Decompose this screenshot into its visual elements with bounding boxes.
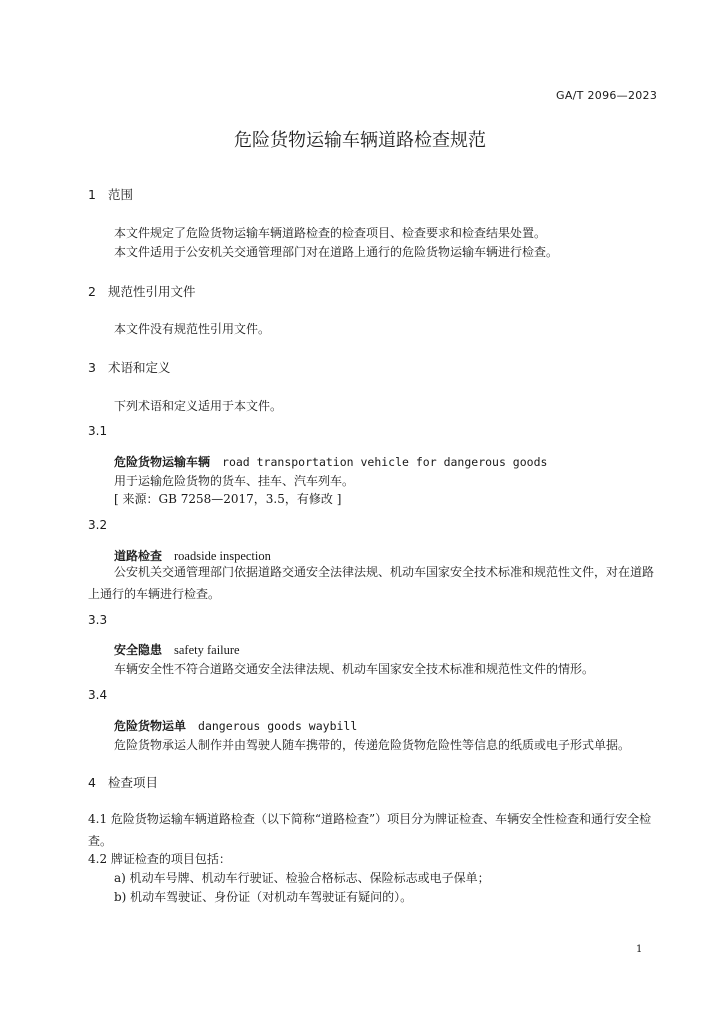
term-zh: 安全隐患 [114,643,163,657]
term-en: dangerous goods waybill [198,719,358,733]
clause-4-2: 4.2 牌证检查的项目包括： [88,852,231,866]
section-title: 术语和定义 [108,360,171,375]
term-en: roadside inspection [174,549,271,563]
term-zh: 危险货物运单 [114,719,187,733]
term-entry [114,717,357,734]
term-en: safety failure [174,643,240,657]
section-1-heading [88,185,133,203]
paragraph: 本文件规定了危险货物运输车辆道路检查的检查项目、检查要求和检查结果处置。 [114,226,547,240]
clause-4-1: 4.1 危险货物运输车辆道路检查（以下简称“道路检查”）项目分为牌证检查、车辆安全性检查和通行安全检查。 [88,812,652,848]
section-title: 规范性引用文件 [108,284,196,299]
term-entry [114,453,547,470]
section-number: 2 [88,284,96,299]
term-definition: 危险货物承运人制作并由驾驶人随车携带的，传递危险货物危险性等信息的纸质或电子形式单据。 [114,738,631,752]
list-item: b) 机动车驾驶证、身份证（对机动车驾驶证有疑问的）。 [114,890,413,904]
section-number: 4 [88,775,96,790]
document-title: 危险货物运输车辆道路检查规范 [234,130,486,151]
term-en: road transportation vehicle for dangerous goods [222,455,548,469]
list-item: a) 机动车号牌、机动车行驶证、检验合格标志、保险标志或电子保单； [114,871,490,885]
paragraph: 本文件适用于公安机关交通管理部门对在道路上通行的危险货物运输车辆进行检查。 [114,245,559,259]
section-number: 1 [88,187,96,202]
term-definition: 公安机关交通管理部门依据道路交通安全法律法规、机动车国家安全技术标准和规范性文件，对在道路上通行的车辆进行检查。 [88,565,655,601]
term-number: 3.1 [88,424,108,438]
term-zh: 道路检查 [114,549,163,563]
section-title: 范围 [108,187,134,202]
term-definition: 车辆安全性不符合道路交通安全法律法规、机动车国家安全技术标准和规范性文件的情形。 [114,662,595,676]
section-2-heading [88,282,196,300]
page-number: 1 [636,944,643,955]
term-definition: 用于运输危险货物的货车、挂车、汽车列车。 [114,474,355,488]
term-number: 3.2 [88,518,108,532]
term-entry [114,641,240,658]
term-number: 3.4 [88,688,108,702]
section-number: 3 [88,360,96,375]
paragraph: 下列术语和定义适用于本文件。 [114,399,283,413]
term-zh: 危险货物运输车辆 [114,455,211,469]
term-number: 3.3 [88,613,108,627]
section-title: 检查项目 [108,775,159,790]
section-4-heading [88,773,158,791]
paragraph: 本文件没有规范性引用文件。 [114,322,271,336]
standard-code: GA/T 2096—2023 [556,89,658,102]
section-3-heading [88,358,171,376]
term-source: [ 来源：GB 7258—2017，3.5，有修改 ] [114,492,342,506]
